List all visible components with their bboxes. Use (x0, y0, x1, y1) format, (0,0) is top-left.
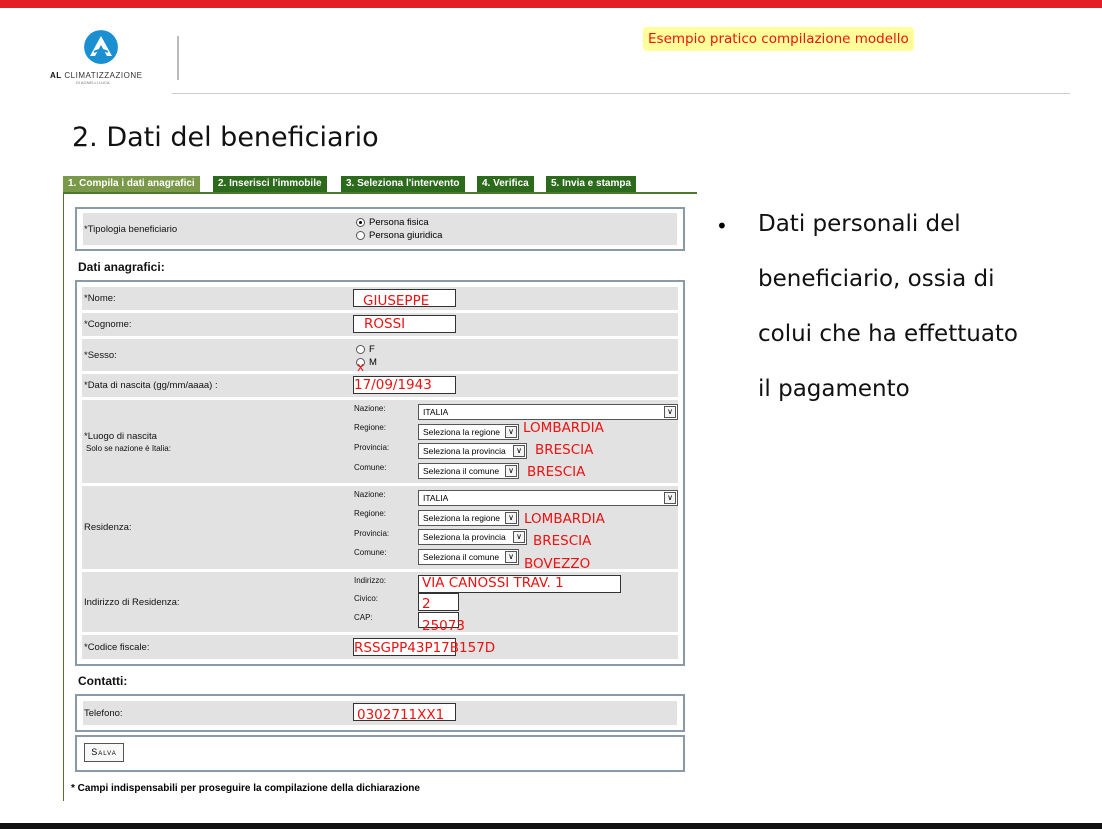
row-sesso (82, 339, 678, 371)
chevron-down-icon: ∨ (513, 445, 525, 457)
residenza-nazione-select[interactable]: ITALIA ∨ (418, 490, 678, 506)
luogo-note: Solo se nazione è Italia: (86, 444, 171, 453)
dati-anagrafici-heading: Dati anagrafici: (78, 260, 165, 274)
luogo-regione-label: Regione: (354, 423, 387, 432)
contatti-heading: Contatti: (78, 674, 128, 688)
logo-text: AL CLIMATIZZAZIONE (50, 71, 143, 80)
bullet-line-1: Dati personali del (758, 211, 961, 237)
save-button[interactable]: Salva (84, 743, 124, 762)
residenza-nazione-label: Nazione: (354, 490, 386, 499)
persona-giuridica-label: Persona giuridica (369, 230, 443, 241)
logo-subtext: DI AGNELLI LUCA (76, 80, 110, 85)
tabs-underline (63, 192, 697, 194)
bullet-line-4: il pagamento (758, 376, 910, 402)
civico-label: Civico: (354, 594, 379, 603)
residenza-comune-label: Comune: (354, 548, 387, 557)
nome-label: *Nome: (84, 293, 116, 304)
civico-value: 2 (422, 596, 431, 612)
radio-persona-giuridica[interactable] (356, 231, 365, 240)
cognome-label: *Cognome: (84, 319, 132, 330)
tab-compila-dati[interactable]: 1. Compila i dati anagrafici (63, 176, 200, 192)
indirizzo-value: VIA CANOSSI TRAV. 1 (422, 575, 564, 591)
cap-label: CAP: (354, 613, 373, 622)
header-rule (172, 93, 1070, 94)
sesso-f-label: F (369, 344, 375, 355)
residenza-provincia-value: BRESCIA (533, 533, 592, 549)
luogo-provincia-select[interactable]: Seleziona la provincia ∨ (418, 443, 527, 459)
company-logo (50, 30, 160, 85)
bottom-bar (0, 823, 1102, 829)
codice-fiscale-label: *Codice fiscale: (84, 642, 150, 653)
luogo-regione-select[interactable]: Seleziona la regione ∨ (418, 424, 519, 440)
telefono-value: 0302711XX1 (357, 707, 445, 723)
tab-invia-stampa[interactable]: 5. Invia e stampa (546, 176, 636, 192)
tab-verifica[interactable]: 4. Verifica (477, 176, 534, 192)
radio-persona-fisica[interactable] (356, 218, 365, 227)
residenza-comune-select[interactable]: Seleziona il comune ∨ (418, 549, 519, 565)
nome-value: GIUSEPPE (363, 293, 430, 309)
persona-fisica-label: Persona fisica (369, 217, 429, 228)
luogo-comune-value: BRESCIA (527, 464, 586, 480)
bullet-icon: • (716, 214, 728, 238)
residenza-regione-value: LOMBARDIA (524, 511, 605, 527)
example-badge: Esempio pratico compilazione modello (643, 27, 914, 51)
save-box (75, 735, 685, 772)
chevron-down-icon: ∨ (664, 492, 676, 504)
logo-mark-icon (84, 30, 118, 64)
chevron-down-icon: ∨ (505, 512, 517, 524)
residenza-label: Residenza: (84, 522, 132, 533)
residenza-comune-value: BOVEZZO (524, 556, 591, 572)
sesso-label: *Sesso: (84, 350, 117, 361)
nascita-label: *Data di nascita (gg/mm/aaaa) : (84, 380, 218, 391)
indirizzo-section-label: Indirizzo di Residenza: (84, 597, 180, 608)
chevron-down-icon: ∨ (505, 465, 517, 477)
bullet-line-2: beneficiario, ossia di (758, 266, 995, 292)
indirizzo-label: Indirizzo: (354, 576, 387, 585)
chevron-down-icon: ∨ (513, 531, 525, 543)
luogo-provincia-label: Provincia: (354, 443, 390, 452)
top-accent-bar (0, 0, 1102, 8)
codice-fiscale-value: RSSGPP43P17B157D (354, 640, 496, 656)
chevron-down-icon: ∨ (664, 406, 676, 418)
sesso-mark: x (357, 360, 365, 374)
luogo-comune-select[interactable]: Seleziona il comune ∨ (418, 463, 519, 479)
luogo-label: *Luogo di nascita (84, 431, 157, 442)
luogo-provincia-value: BRESCIA (535, 442, 594, 458)
residenza-provincia-label: Provincia: (354, 529, 390, 538)
logo-divider (177, 36, 179, 80)
luogo-regione-value: LOMBARDIA (523, 420, 604, 436)
chevron-down-icon: ∨ (505, 551, 517, 563)
telefono-label: Telefono: (84, 708, 123, 719)
tab-inserisci-immobile[interactable]: 2. Inserisci l'immobile (213, 176, 327, 192)
cognome-value: ROSSI (364, 316, 406, 332)
radio-sesso-f[interactable] (356, 345, 365, 354)
luogo-comune-label: Comune: (354, 463, 387, 472)
required-footnote: * Campi indispensabili per proseguire la compilazione della dichiarazione (71, 783, 420, 794)
residenza-provincia-select[interactable]: Seleziona la provincia ∨ (418, 529, 527, 545)
form-frame-border (63, 193, 64, 801)
page-title: 2. Dati del beneficiario (72, 122, 379, 153)
tipologia-label: *Tipologia beneficiario (84, 224, 178, 235)
residenza-regione-label: Regione: (354, 509, 387, 518)
sesso-m-label: M (369, 357, 377, 368)
cap-value: 25073 (422, 618, 465, 634)
residenza-regione-select[interactable]: Seleziona la regione ∨ (418, 510, 519, 526)
bullet-line-3: colui che ha effettuato (758, 321, 1018, 347)
luogo-nazione-select[interactable]: ITALIA ∨ (418, 404, 678, 420)
tab-seleziona-intervento[interactable]: 3. Seleziona l'intervento (341, 176, 465, 192)
chevron-down-icon: ∨ (505, 426, 517, 438)
nascita-value: 17/09/1943 (354, 377, 432, 393)
luogo-nazione-label: Nazione: (354, 404, 386, 413)
